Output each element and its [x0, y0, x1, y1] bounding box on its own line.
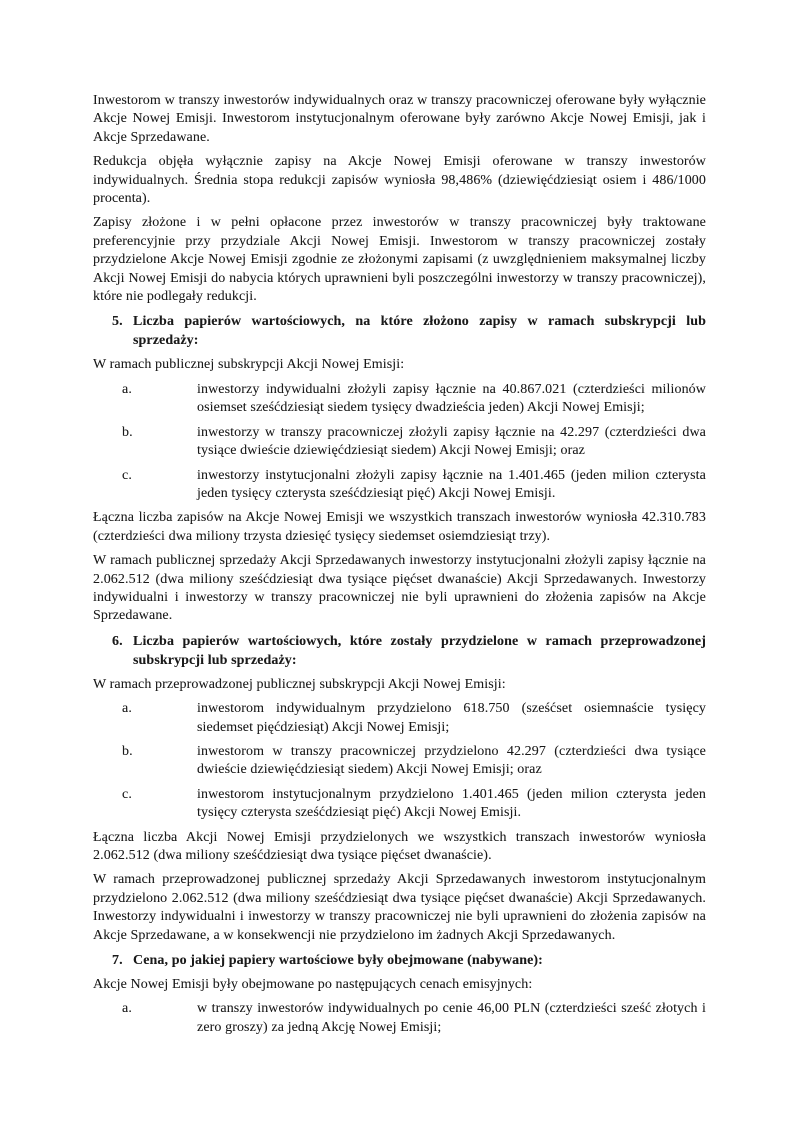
document-content — [93, 92, 706, 1043]
list-item-6b-text: inwestorom w transzy pracowniczej przydzielono 42.297 (czterdzieści dwa tysiące dwieście dziewięćdziesiąt siedem) Akcji Nowej Emisji; oraz — [197, 743, 706, 778]
paragraph-sale-shares-subscriptions: W ramach publicznej sprzedaży Akcji Sprzedawanych inwestorzy instytucjonalni złożyli zapisy łącznie na 2.062.512 (dwa miliony sześćdziesiąt dwa tysiące pięćset dwanaście) Akcji Sprzedawanych. Inwestorzy indywidualni i inwestorzy w transzy pracowniczej nie byli uprawnieni do złożenia zapisów na Akcje Sprzedawane. — [93, 553, 706, 624]
section-heading-6 — [93, 632, 706, 670]
list-item-6c — [93, 786, 706, 823]
section-heading-5 — [93, 312, 706, 350]
list-item-5b-marker: b. — [122, 424, 133, 440]
section-number-7: 7. — [112, 953, 123, 969]
paragraph-intro-tranches: Inwestorom w transzy inwestorów indywidualnych oraz w transzy pracowniczej oferowane były wyłącznie Akcje Nowej Emisji. Inwestorom instytucjonalnym oferowane były zarówno Akcje Nowej Emisji, jak i Akcje Sprzedawane. — [93, 93, 706, 145]
list-item-7a-text: w transzy inwestorów indywidualnych po cenie 46,00 PLN (czterdzieści sześć złotych i zero groszy) za jedną Akcję Nowej Emisji; — [197, 1001, 706, 1035]
list-item-6a-marker: a. — [122, 701, 132, 717]
list-item-5a — [93, 381, 706, 418]
section-heading-7-text: Cena, po jakiej papiery wartościowe były obejmowane (nabywane): — [133, 953, 543, 969]
list-item-6c-marker: c. — [122, 786, 132, 802]
list-item-5a-text: inwestorzy indywidualni złożyli zapisy łącznie na 40.867.021 (czterdzieści milionów osiemset sześćdziesiąt siedem tysięcy dwadzieścia jeden) Akcji Nowej Emisji; — [197, 381, 706, 416]
list-item-6a — [93, 700, 706, 737]
list-item-7a — [93, 1000, 706, 1037]
section-number-6: 6. — [112, 633, 123, 649]
paragraph-allotment-lead-in: W ramach przeprowadzonej publicznej subskrypcji Akcji Nowej Emisji: — [93, 676, 506, 692]
list-item-5a-marker: a. — [122, 381, 132, 397]
section-heading-6-text: Liczba papierów wartościowych, które zostały przydzielone w ramach przeprowadzonej subskrypcji lub sprzedaży: — [133, 633, 706, 668]
list-item-5c-marker: c. — [122, 467, 132, 483]
paragraph-price-lead-in: Akcje Nowej Emisji były obejmowane po następujących cenach emisyjnych: — [93, 977, 533, 993]
list-item-6c-text: inwestorom instytucjonalnym przydzielono 1.401.465 (jeden milion czterysta jeden tysięcy czterysta sześćdziesiąt pięć) Akcji Nowej Emisji. — [197, 786, 706, 821]
list-item-7a-marker: a. — [122, 1001, 132, 1017]
list-item-5b-text: inwestorzy w transzy pracowniczej złożyli zapisy łącznie na 42.297 (czterdzieści dwa tysiące dwieście dziewięćdziesiąt siedem) Akcji Nowej Emisji; oraz — [197, 424, 706, 459]
paragraph-subscription-lead-in: W ramach publicznej subskrypcji Akcji Nowej Emisji: — [93, 357, 405, 373]
section-heading-5-text: Liczba papierów wartościowych, na które złożono zapisy w ramach subskrypcji lub sprzedaży: — [133, 314, 706, 349]
section-heading-7 — [93, 951, 706, 970]
list-item-6b-marker: b. — [122, 743, 133, 759]
paragraph-sale-shares-allotment: W ramach przeprowadzonej publicznej sprzedaży Akcji Sprzedawanych inwestorom instytucjonalnym przydzielono 2.062.512 (dwa miliony sześćdziesiąt dwa tysiące pięćset dwanaście) Akcji Sprzedawanych. Inwestorzy indywidualni i inwestorzy w transzy pracowniczej nie byli uprawnieni do złożenia zapisów na Akcje Sprzedawane, a w konsekwencji nie przydzielono im żadnych Akcji Sprzedawanych. — [93, 872, 706, 943]
list-item-5c — [93, 467, 706, 504]
list-item-6b — [93, 743, 706, 780]
paragraph-total-allotted: Łączna liczba Akcji Nowej Emisji przydzielonych we wszystkich transzach inwestorów wyniosła 2.062.512 (dwa miliony sześćdziesiąt dwa tysiące pięćset dwanaście). — [93, 829, 706, 863]
list-item-5c-text: inwestorzy instytucjonalni złożyli zapisy łącznie na 1.401.465 (jeden milion czterysta jeden tysięcy czterysta sześćdziesiąt pięć) Akcji Nowej Emisji. — [197, 467, 706, 501]
paragraph-employee-tranche-preference: Zapisy złożone i w pełni opłacone przez inwestorów w transzy pracowniczej były traktowane preferencyjnie przy przydziale Akcji Nowej Emisji. Inwestorom w transzy pracowniczej zostały przydzielone Akcje Nowej Emisji zgodnie ze złożonymi zapisami (z uwzględnieniem maksymalnej liczby Akcji Nowej Emisji do nabycia których uprawnieni byli poszczególni inwestorzy w transzy pracowniczej), które nie podlegały redukcji. — [93, 215, 706, 305]
list-item-6a-text: inwestorom indywidualnym przydzielono 618.750 (sześćset osiemnaście tysięcy siedemset pięćdziesiąt) Akcji Nowej Emisji; — [197, 701, 706, 735]
paragraph-total-subscriptions: Łączna liczba zapisów na Akcje Nowej Emisji we wszystkich transzach inwestorów wyniosła 42.310.783 (czterdzieści dwa miliony trzysta dziesięć tysięcy siedemset osiemdziesiąt trzy). — [93, 510, 706, 544]
list-item-5b — [93, 424, 706, 461]
paragraph-reduction-rate: Redukcja objęła wyłącznie zapisy na Akcje Nowej Emisji oferowane w transzy inwestorów indywidualnych. Średnia stopa redukcji zapisów wyniosła 98,486% (dziewięćdziesiąt osiem i 486/1000 procenta). — [93, 154, 706, 207]
section-number-5: 5. — [112, 314, 123, 330]
